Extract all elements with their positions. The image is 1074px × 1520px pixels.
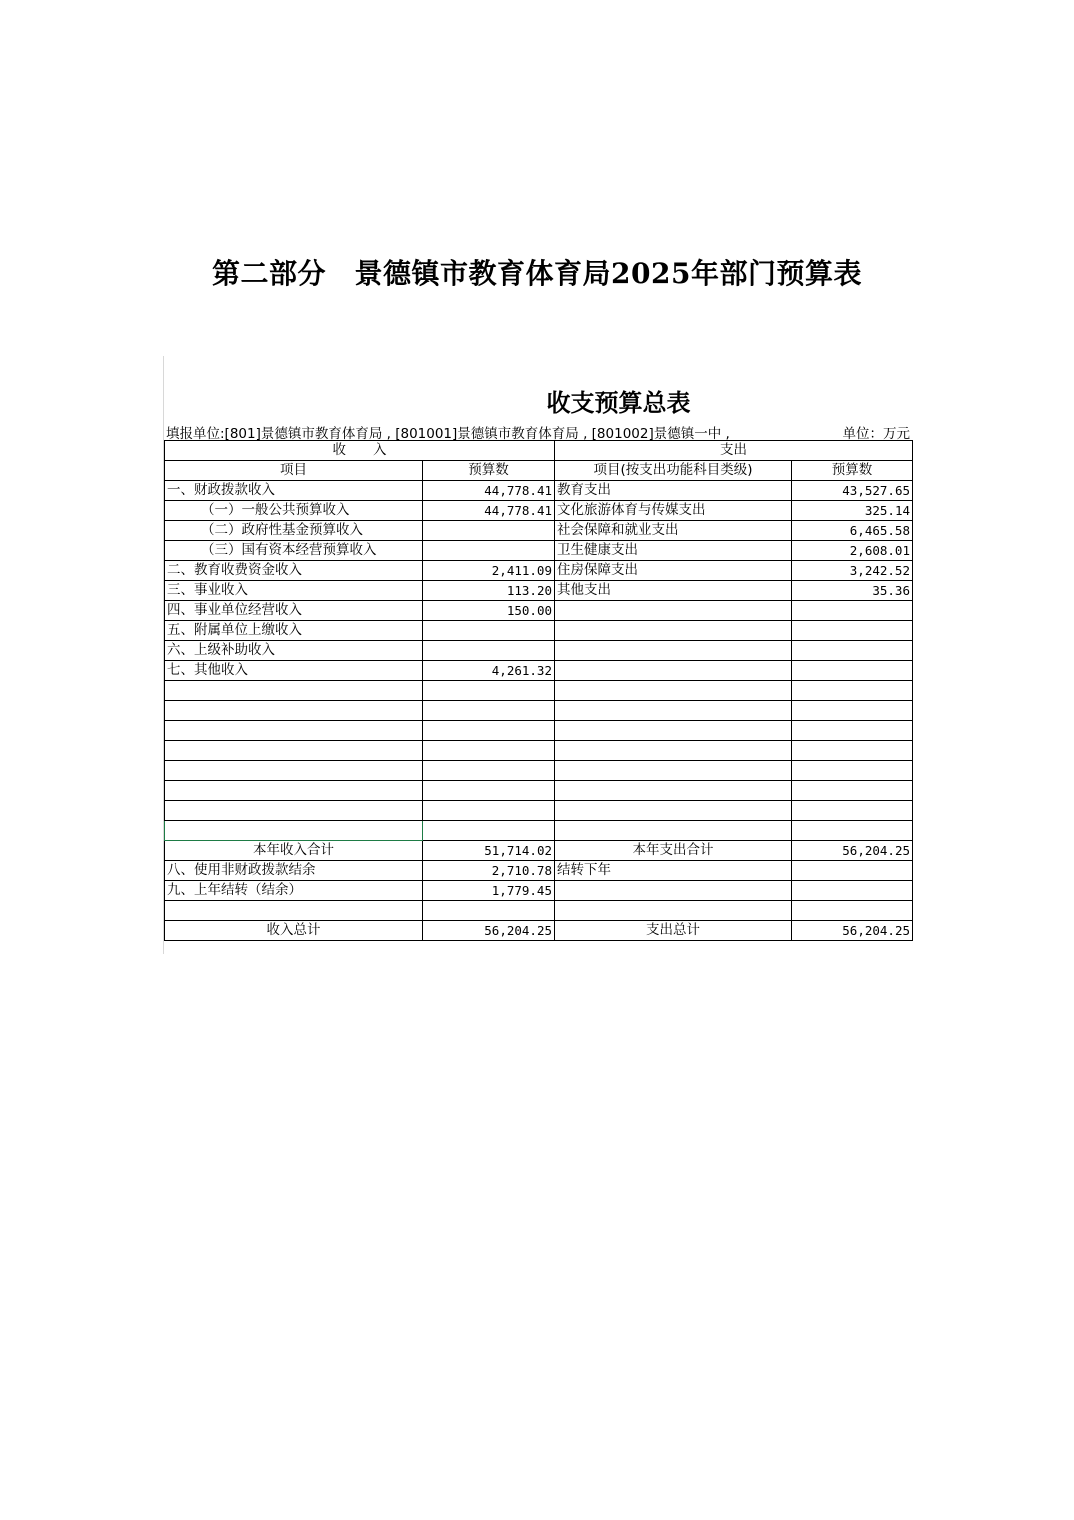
table-row <box>165 521 913 541</box>
expense-amount: 3,242.52 <box>792 561 913 581</box>
expense-amount <box>792 681 913 701</box>
selected-cell[interactable] <box>165 821 423 841</box>
income-amount: 2,411.09 <box>423 561 555 581</box>
income-item <box>165 781 423 801</box>
table-row <box>165 541 913 561</box>
table-row <box>165 501 913 521</box>
expense-amount <box>792 601 913 621</box>
income-item: 九、上年结转（结余） <box>165 881 423 901</box>
table-row <box>165 861 913 881</box>
expense-amount: 2,608.01 <box>792 541 913 561</box>
expense-item: 教育支出 <box>555 481 792 501</box>
table-row <box>165 801 913 821</box>
expense-item: 结转下年 <box>555 861 792 881</box>
expense-subtotal-label: 本年支出合计 <box>555 841 792 861</box>
header-income-item: 项目 <box>165 461 423 481</box>
expense-item <box>555 781 792 801</box>
expense-item: 社会保障和就业支出 <box>555 521 792 541</box>
table-row <box>165 681 913 701</box>
income-item: （三）国有资本经营预算收入 <box>165 541 423 561</box>
expense-item <box>555 801 792 821</box>
income-amount <box>423 621 555 641</box>
income-item: （一）一般公共预算收入 <box>165 501 423 521</box>
budget-table <box>164 440 913 941</box>
income-item <box>165 761 423 781</box>
expense-amount <box>792 821 913 841</box>
table-row <box>165 821 913 841</box>
income-item: 五、附属单位上缴收入 <box>165 621 423 641</box>
expense-amount <box>792 721 913 741</box>
income-item <box>165 681 423 701</box>
income-item <box>165 741 423 761</box>
section-header-row <box>165 441 913 461</box>
expense-item: 其他支出 <box>555 581 792 601</box>
expense-item <box>555 901 792 921</box>
header-expense-item: 项目(按支出功能科目类级) <box>555 461 792 481</box>
page-title: 第二部分 景德镇市教育体育局2025年部门预算表 <box>212 257 862 290</box>
table-row <box>165 581 913 601</box>
table-row <box>165 761 913 781</box>
table-row <box>165 721 913 741</box>
table-row <box>165 561 913 581</box>
expense-item <box>555 681 792 701</box>
income-amount <box>423 521 555 541</box>
table-row <box>165 781 913 801</box>
income-item <box>165 901 423 921</box>
income-subtotal-amount: 51,714.02 <box>423 841 555 861</box>
income-subtotal-label: 本年收入合计 <box>165 841 423 861</box>
expense-amount <box>792 861 913 881</box>
expense-item: 卫生健康支出 <box>555 541 792 561</box>
income-amount <box>423 761 555 781</box>
table-row <box>165 621 913 641</box>
header-income-amount: 预算数 <box>423 461 555 481</box>
expense-item <box>555 621 792 641</box>
section-expense: 支出 <box>555 441 913 461</box>
expense-item: 住房保障支出 <box>555 561 792 581</box>
column-header-row <box>165 461 913 481</box>
expense-amount <box>792 641 913 661</box>
unit-label: 单位：万元 <box>842 426 910 442</box>
income-amount <box>423 781 555 801</box>
income-item: 四、事业单位经营收入 <box>165 601 423 621</box>
income-amount: 113.20 <box>423 581 555 601</box>
expense-item <box>555 701 792 721</box>
table-row <box>165 481 913 501</box>
unit-line <box>166 422 912 440</box>
income-amount <box>423 721 555 741</box>
expense-amount <box>792 761 913 781</box>
table-row <box>165 641 913 661</box>
income-total-label: 收入总计 <box>165 921 423 941</box>
expense-item <box>555 761 792 781</box>
expense-amount: 43,527.65 <box>792 481 913 501</box>
income-item <box>165 721 423 741</box>
income-amount <box>423 801 555 821</box>
expense-total-amount: 56,204.25 <box>792 921 913 941</box>
income-total-amount: 56,204.25 <box>423 921 555 941</box>
income-item: 七、其他收入 <box>165 661 423 681</box>
expense-item <box>555 721 792 741</box>
income-amount: 44,778.41 <box>423 481 555 501</box>
table-row <box>165 661 913 681</box>
expense-item <box>555 601 792 621</box>
expense-item: 文化旅游体育与传媒支出 <box>555 501 792 521</box>
expense-item <box>555 641 792 661</box>
income-amount <box>423 681 555 701</box>
section-income: 收 入 <box>165 441 555 461</box>
expense-amount <box>792 901 913 921</box>
expense-amount <box>792 881 913 901</box>
filler-unit: 填报单位:[801]景德镇市教育体育局 , [801001]景德镇市教育体育局 , [801002]景德镇一中 , <box>166 426 730 442</box>
income-amount: 150.00 <box>423 601 555 621</box>
subtotal-row <box>165 841 913 861</box>
expense-amount: 6,465.58 <box>792 521 913 541</box>
income-amount <box>423 541 555 561</box>
income-amount <box>423 901 555 921</box>
expense-item <box>555 741 792 761</box>
table-title-text: 收支预算总表 <box>546 388 691 417</box>
expense-amount <box>792 801 913 821</box>
income-item: 六、上级补助收入 <box>165 641 423 661</box>
income-item <box>165 801 423 821</box>
income-amount: 4,261.32 <box>423 661 555 681</box>
expense-amount <box>792 621 913 641</box>
income-amount <box>423 821 555 841</box>
expense-amount: 325.14 <box>792 501 913 521</box>
income-amount <box>423 741 555 761</box>
table-row <box>165 601 913 621</box>
income-amount <box>423 641 555 661</box>
table-row <box>165 901 913 921</box>
expense-subtotal-amount: 56,204.25 <box>792 841 913 861</box>
table-row <box>165 881 913 901</box>
income-item: 八、使用非财政拨款结余 <box>165 861 423 881</box>
income-amount: 2,710.78 <box>423 861 555 881</box>
income-item: 二、教育收费资金收入 <box>165 561 423 581</box>
expense-amount: 35.36 <box>792 581 913 601</box>
income-item <box>165 701 423 721</box>
expense-item <box>555 821 792 841</box>
expense-item <box>555 661 792 681</box>
income-amount: 1,779.45 <box>423 881 555 901</box>
table-title <box>163 383 1074 418</box>
total-row <box>165 921 913 941</box>
income-item: 一、财政拨款收入 <box>165 481 423 501</box>
income-amount <box>423 701 555 721</box>
table-row <box>165 701 913 721</box>
expense-amount <box>792 741 913 761</box>
table-row <box>165 741 913 761</box>
income-item: 三、事业收入 <box>165 581 423 601</box>
income-amount: 44,778.41 <box>423 501 555 521</box>
header-expense-amount: 预算数 <box>792 461 913 481</box>
expense-item <box>555 881 792 901</box>
expense-total-label: 支出总计 <box>555 921 792 941</box>
expense-amount <box>792 781 913 801</box>
income-item: （二）政府性基金预算收入 <box>165 521 423 541</box>
expense-amount <box>792 661 913 681</box>
expense-amount <box>792 701 913 721</box>
